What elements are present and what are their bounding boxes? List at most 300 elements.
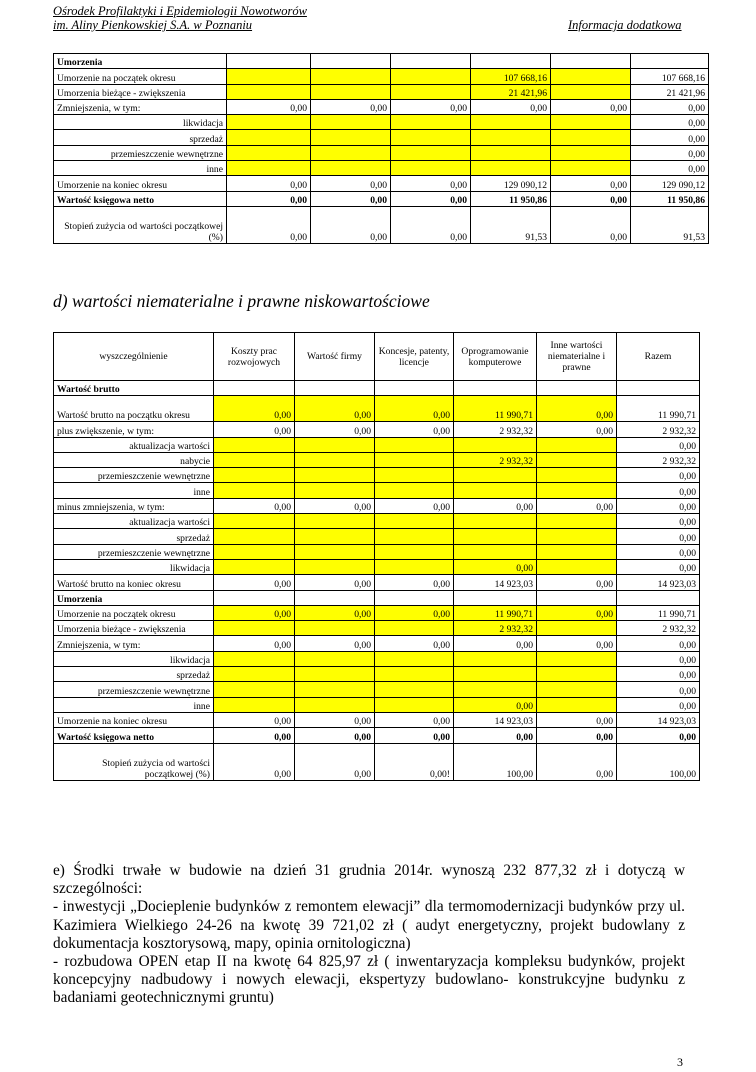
intangible-assets-table [53,332,700,781]
table-row [54,54,709,69]
table-cell [375,468,454,483]
depreciation-table-continued [53,53,709,244]
table-cell: 0,00 [375,575,454,590]
table-cell: 100,00 [617,743,700,780]
table-cell [227,130,311,145]
table-cell [551,145,631,160]
row-label: Umorzenie na koniec okresu [54,712,214,727]
table-cell: 0,00 [454,697,537,712]
table-cell [537,590,617,605]
table-cell: 0,00 [391,206,471,243]
table-cell [295,514,375,529]
table-cell: 0,00 [391,99,471,114]
table-cell [214,559,295,574]
table-cell: 2 932,32 [617,621,700,636]
table-row [54,381,700,396]
table-cell [454,468,537,483]
table-cell [295,544,375,559]
table-cell [295,667,375,682]
table-cell [471,145,551,160]
row-label: likwidacja [54,115,227,130]
table-cell [214,452,295,467]
header-line-2: im. Aliny Pienkowskiej S.A. w Poznaniu [53,18,253,32]
column-header: Wartość firmy [295,333,375,381]
table-cell: 0,00 [375,422,454,437]
table-cell [214,697,295,712]
table-cell: 0,00 [375,712,454,727]
table-row [54,206,709,243]
section-e-intro: e) Środki trwałe w budowie na dzień 31 grudnia 2014r. wynoszą 232 877,32 zł i dotyczą w szczególności: [53,862,685,898]
table-row [54,396,700,422]
row-label: likwidacja [54,651,214,666]
row-label: nabycie [54,452,214,467]
section-e-construction-in-progress [53,862,685,1008]
table-cell [295,559,375,574]
table-cell [454,590,537,605]
table-cell: 0,00 [617,682,700,697]
table-cell [391,54,471,69]
row-label: Wartość brutto [54,381,214,396]
table-cell [375,452,454,467]
table-cell: 107 668,16 [471,69,551,84]
table-cell: 2 932,32 [617,452,700,467]
table-cell: 0,00 [617,667,700,682]
table-cell [551,54,631,69]
table-cell: 0,00 [214,636,295,651]
table-row [54,590,700,605]
table-cell: 0,00 [227,206,311,243]
table-cell: 21 421,96 [631,84,709,99]
table-row [54,422,700,437]
table-row [54,651,700,666]
column-header: wyszczególnienie [54,333,214,381]
table-cell: 14 923,03 [454,575,537,590]
row-label: Zmniejszenia, w tym: [54,636,214,651]
table-cell [214,381,295,396]
table-cell [454,483,537,498]
table-cell: 0,00 [617,651,700,666]
table-cell [214,529,295,544]
table-cell [227,84,311,99]
table-cell [617,381,700,396]
table-cell: 0,00 [295,422,375,437]
table-cell [537,468,617,483]
table-cell [227,145,311,160]
table-cell: 0,00 [454,728,537,743]
row-label: przemieszczenie wewnętrzne [54,145,227,160]
table-cell: 0,00 [295,396,375,422]
table-row [54,437,700,452]
table-row [54,621,700,636]
table-cell: 11 950,86 [471,191,551,206]
row-label: Wartość księgowa netto [54,728,214,743]
table-cell [537,381,617,396]
row-label: plus zwiększenie, w tym: [54,422,214,437]
table-cell [391,161,471,176]
table-cell [295,682,375,697]
table-cell: 11 990,71 [617,396,700,422]
table-cell [214,468,295,483]
table-cell [471,161,551,176]
table-row [54,145,709,160]
table-cell [295,697,375,712]
table-cell: 0,00 [537,636,617,651]
table-cell: 0,00 [391,176,471,191]
table-cell [537,452,617,467]
table-cell: 0,00 [454,636,537,651]
table-cell: 14 923,03 [617,575,700,590]
table-row [54,498,700,513]
table-cell [391,145,471,160]
table-cell [471,54,551,69]
table-cell: 0,00 [537,422,617,437]
section-e-item-insulation: - inwestycji „Docieplenie budynków z remontem elewacji” dla termomodernizacji budynków przy ul. Kazimiera Wielkiego 24-26 na kwotę 39 721,02 zł ( audyt energetyczny, projekt budowlany z dokumentacja kosztorysową, mapy, opinia ornitologiczna) [53,898,685,952]
table-cell [537,559,617,574]
table-cell: 0,00 [311,176,391,191]
table-cell [551,161,631,176]
row-label: minus zmniejszenia, w tym: [54,498,214,513]
table-cell [537,529,617,544]
table-row [54,468,700,483]
table-row [54,514,700,529]
table-cell [227,54,311,69]
table-cell [214,544,295,559]
row-label: sprzedaż [54,529,214,544]
table-cell [454,514,537,529]
table-cell: 0,00 [617,636,700,651]
table-cell: 129 090,12 [471,176,551,191]
table-cell [454,651,537,666]
table-row [54,712,700,727]
table-row [54,667,700,682]
table-cell: 2 932,32 [454,452,537,467]
table-cell [375,544,454,559]
table-cell [311,145,391,160]
table-cell: 0,00 [631,130,709,145]
table-cell: 11 990,71 [454,396,537,422]
table-cell [227,69,311,84]
table-row [54,452,700,467]
table-cell [311,130,391,145]
table-row [54,529,700,544]
row-label: Umorzenia bieżące - zwiększenia [54,84,227,99]
table-row [54,728,700,743]
header-line-1: Ośrodek Profilaktyki i Epidemiologii Nowotworów [53,4,307,18]
table-cell: 91,53 [471,206,551,243]
table-row [54,682,700,697]
row-label: Umorzenia [54,590,214,605]
table-cell: 21 421,96 [471,84,551,99]
table-cell [214,590,295,605]
table-row [54,69,709,84]
table-row [54,575,700,590]
column-header: Inne wartości niematerialne i prawne [537,333,617,381]
table-cell: 0,00 [537,712,617,727]
table-cell [227,115,311,130]
table-cell [537,682,617,697]
table-cell [295,483,375,498]
table-cell: 100,00 [454,743,537,780]
row-label: Zmniejszenia, w tym: [54,99,227,114]
row-label: likwidacja [54,559,214,574]
row-label: Umorzenie na początek okresu [54,605,214,620]
table-cell [375,437,454,452]
table-cell [454,437,537,452]
row-label: inne [54,161,227,176]
table-cell: 0,00 [391,191,471,206]
table-header-row [54,333,700,381]
table-cell: 11 990,71 [617,605,700,620]
table-cell [375,483,454,498]
table-cell: 0,00 [375,728,454,743]
table-cell [551,84,631,99]
table-cell [295,590,375,605]
table-cell [551,130,631,145]
table-cell: 0,00 [631,145,709,160]
table-cell [214,682,295,697]
row-label: Stopień zużycia od wartości początkowej (%) [54,206,227,243]
row-label: Wartość brutto na początku okresu [54,396,214,422]
table-cell [295,381,375,396]
table-cell: 0,00 [617,483,700,498]
header-organization [53,4,307,32]
table-cell: 0,00 [214,575,295,590]
table-cell [537,667,617,682]
table-row [54,559,700,574]
row-label: Umorzenie na koniec okresu [54,176,227,191]
table-cell: 0,00 [375,498,454,513]
table-cell: 0,00 [227,176,311,191]
table-cell: 0,00 [295,728,375,743]
table-cell: 0,00 [617,498,700,513]
table-row [54,191,709,206]
table-row [54,115,709,130]
table-cell: 0,00 [537,743,617,780]
table-cell: 0,00 [617,544,700,559]
table-cell [537,514,617,529]
table-cell: 0,00 [551,191,631,206]
table-cell [311,115,391,130]
table-cell: 0,00 [227,191,311,206]
table-cell [471,115,551,130]
table-row [54,84,709,99]
table-cell: 0,00 [617,468,700,483]
table-cell: 0,00 [454,498,537,513]
table-cell: 0,00 [214,743,295,780]
table-cell: 0,00 [311,206,391,243]
section-d-title: d) wartości niematerialne i prawne niskowartościowe [53,291,430,311]
table-cell: 0,00 [617,697,700,712]
table-cell: 0,00 [537,498,617,513]
table-cell: 0,00 [617,529,700,544]
table-cell [375,381,454,396]
table-cell: 0,00 [295,712,375,727]
table-cell: 0,00 [214,728,295,743]
table-row [54,636,700,651]
table-cell [295,621,375,636]
table-cell: 0,00 [551,99,631,114]
table-cell [391,69,471,84]
table-cell [454,682,537,697]
row-label: sprzedaż [54,667,214,682]
table-cell [214,621,295,636]
table-cell [311,161,391,176]
table-cell [214,514,295,529]
row-label: przemieszczenie wewnętrzne [54,468,214,483]
table-cell: 0,00 [551,206,631,243]
row-label: Stopień zużycia od wartości początkowej (%) [54,743,214,780]
table-cell: 0,00 [471,99,551,114]
table-cell: 14 923,03 [617,712,700,727]
table-cell [375,621,454,636]
row-label: aktualizacja wartości [54,514,214,529]
table-cell [214,667,295,682]
table-cell [454,667,537,682]
column-header: Razem [617,333,700,381]
table-row [54,697,700,712]
table-cell [471,130,551,145]
table-cell: 0,00 [617,437,700,452]
table-cell [375,559,454,574]
table-cell: 0,00 [214,712,295,727]
table-cell [537,651,617,666]
table-cell [311,69,391,84]
table-cell [454,544,537,559]
table-cell: 0,00 [214,605,295,620]
table-cell: 107 668,16 [631,69,709,84]
table-cell [537,621,617,636]
row-label: aktualizacja wartości [54,437,214,452]
table-cell [617,590,700,605]
table-cell: 0,00 [214,396,295,422]
table-cell [375,529,454,544]
table-cell [295,437,375,452]
table-cell [227,161,311,176]
table-cell: 0,00 [631,99,709,114]
table-cell [375,590,454,605]
section-e-item-open-extension: - rozbudowa OPEN etap II na kwotę 64 825,97 zł ( inwentaryzacja kompleksu budynków, projekt koncepcyjny nadbudowy i nowych elewacji, ekspertyzy budowlano- konstrukcyjne budynku z badaniami geotechnicznymi gruntu) [53,953,685,1007]
table-cell: 0,00 [227,99,311,114]
table-cell [551,69,631,84]
table-cell [375,682,454,697]
table-cell [537,437,617,452]
table-cell [311,54,391,69]
table-cell [311,84,391,99]
table-row [54,483,700,498]
table-cell [214,651,295,666]
column-header: Koncesje, patenty, licencje [375,333,454,381]
table-cell: 0,00 [295,605,375,620]
table-cell: 0,00 [537,728,617,743]
table-cell: 91,53 [631,206,709,243]
table-cell [375,697,454,712]
table-cell [537,483,617,498]
table-cell: 0,00 [375,396,454,422]
table-row [54,743,700,780]
table-cell [295,468,375,483]
table-cell: 0,00 [537,605,617,620]
table-cell [631,54,709,69]
table-cell: 2 932,32 [454,621,537,636]
table-cell: 0,00 [295,743,375,780]
table-row [54,605,700,620]
row-label: Wartość brutto na koniec okresu [54,575,214,590]
table-cell [454,529,537,544]
table-cell: 0,00 [375,605,454,620]
table-cell: 11 950,86 [631,191,709,206]
column-header: Oprogramowanie komputerowe [454,333,537,381]
table-cell: 11 990,71 [454,605,537,620]
table-cell: 0,00 [311,99,391,114]
table-cell [391,130,471,145]
table-cell [295,529,375,544]
table-cell: 0,00 [311,191,391,206]
table-cell: 0,00 [617,559,700,574]
table-cell: 0,00 [551,176,631,191]
header-section-title: Informacja dodatkowa [568,18,682,32]
table-cell [295,651,375,666]
table-cell: 0,00 [537,396,617,422]
table-cell [391,115,471,130]
table-cell [537,697,617,712]
table-cell [454,381,537,396]
table-cell: 0,00 [631,115,709,130]
table-cell: 2 932,32 [617,422,700,437]
table-cell: 0,00 [454,559,537,574]
row-label: przemieszczenie wewnętrzne [54,682,214,697]
table-row [54,130,709,145]
table-cell: 0,00 [214,422,295,437]
row-label: inne [54,483,214,498]
table-row [54,544,700,559]
table-row [54,161,709,176]
table-cell: 0,00 [375,636,454,651]
table-cell: 14 923,03 [454,712,537,727]
row-label: Umorzenia [54,54,227,69]
row-label: przemieszczenie wewnętrzne [54,544,214,559]
table-cell [391,84,471,99]
table-cell: 0,00 [214,498,295,513]
table-cell: 0,00 [537,575,617,590]
table-cell: 0,00 [295,498,375,513]
row-label: Wartość księgowa netto [54,191,227,206]
table-cell [214,483,295,498]
row-label: inne [54,697,214,712]
table-cell: 0,00! [375,743,454,780]
table-cell [551,115,631,130]
table-row [54,176,709,191]
table-cell: 0,00 [617,728,700,743]
table-cell [214,437,295,452]
table-cell [295,452,375,467]
row-label: Umorzenia bieżące - zwiększenia [54,621,214,636]
table-cell: 0,00 [617,514,700,529]
row-label: Umorzenie na początek okresu [54,69,227,84]
page-number: 3 [677,1055,683,1069]
table-row [54,99,709,114]
table-cell [375,651,454,666]
table-cell [375,667,454,682]
table-cell: 0,00 [295,575,375,590]
table-cell: 0,00 [295,636,375,651]
row-label: sprzedaż [54,130,227,145]
table-cell: 2 932,32 [454,422,537,437]
table-cell: 0,00 [631,161,709,176]
table-cell: 129 090,12 [631,176,709,191]
table-cell [537,544,617,559]
column-header: Koszty prac rozwojowych [214,333,295,381]
table-cell [375,514,454,529]
